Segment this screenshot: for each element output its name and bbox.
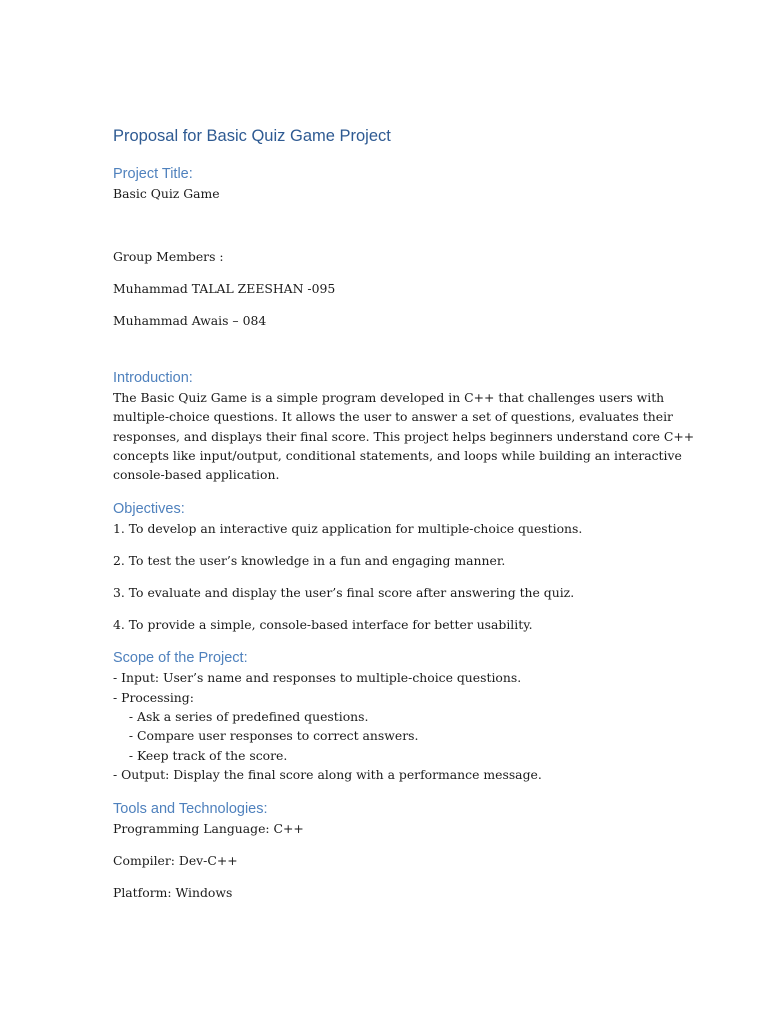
introduction-line: multiple-choice questions. It allows the user to answer a set of questions, evaluates their bbox=[113, 409, 673, 425]
introduction-paragraph bbox=[113, 388, 695, 485]
scope-heading: Scope of the Project: bbox=[113, 650, 248, 667]
tool-item-compiler: Compiler: Dev-C++ bbox=[113, 852, 238, 868]
scope-sub-line: - Ask a series of predefined questions. bbox=[121, 709, 369, 725]
project-title-heading: Project Title: bbox=[113, 166, 193, 182]
document-title: Proposal for Basic Quiz Game Project bbox=[113, 127, 391, 145]
project-title-value: Basic Quiz Game bbox=[113, 186, 220, 201]
introduction-line: responses, and displays their final score. This project helps beginners understand core C++ bbox=[113, 428, 695, 444]
group-members-label: Group Members : bbox=[113, 249, 224, 265]
objectives-heading: Objectives: bbox=[113, 500, 185, 517]
tools-heading: Tools and Technologies: bbox=[113, 800, 268, 817]
tool-item-language: Programming Language: C++ bbox=[113, 820, 304, 836]
document-content bbox=[113, 125, 695, 902]
objective-item-4: 4. To provide a simple, console-based interface for better usability. bbox=[113, 616, 533, 632]
introduction-heading: Introduction: bbox=[113, 369, 193, 386]
scope-sub-line: - Compare user responses to correct answers. bbox=[121, 728, 419, 744]
tool-item-platform: Platform: Windows bbox=[113, 884, 233, 900]
scope-list bbox=[113, 668, 673, 784]
scope-sub-line: - Keep track of the score. bbox=[121, 747, 288, 763]
group-member-1: Muhammad TALAL ZEESHAN -095 bbox=[113, 281, 336, 297]
introduction-line: console-based application. bbox=[113, 467, 280, 483]
scope-line: - Processing: bbox=[113, 689, 194, 705]
group-member-2: Muhammad Awais – 084 bbox=[113, 313, 267, 329]
introduction-line: concepts like input/output, conditional statements, and loops while building an interactive bbox=[113, 448, 682, 464]
scope-line: - Output: Display the final score along with a performance message. bbox=[113, 767, 542, 783]
objective-item-1: 1. To develop an interactive quiz application for multiple-choice questions. bbox=[113, 520, 583, 536]
scope-line: - Input: User’s name and responses to multiple-choice questions. bbox=[113, 670, 522, 686]
objective-item-2: 2. To test the user’s knowledge in a fun and engaging manner. bbox=[113, 552, 506, 568]
objective-item-3: 3. To evaluate and display the user’s final score after answering the quiz. bbox=[113, 584, 575, 600]
introduction-line: The Basic Quiz Game is a simple program developed in C++ that challenges users with bbox=[113, 389, 665, 405]
